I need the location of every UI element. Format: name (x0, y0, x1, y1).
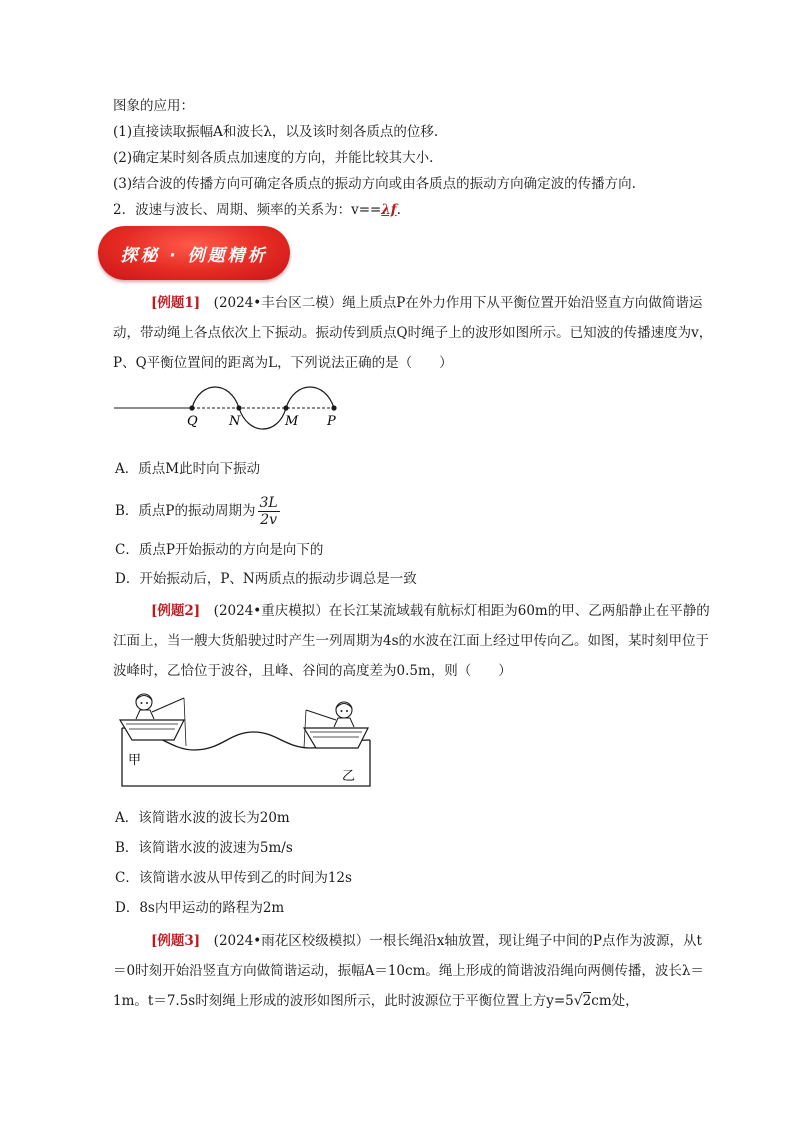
point-label-m: M (285, 414, 299, 429)
boat-label-jia: 甲 (128, 753, 142, 768)
example-1-option-b (115, 495, 280, 528)
example-2-label: [例题2] (151, 603, 201, 619)
relation-suffix: . (396, 202, 401, 218)
relation-text: 2．波速与波长、周期、频率的关系为：v== (113, 202, 382, 218)
example-2-option-c: C．该简谐水波从甲传到乙的时间为12s (115, 870, 352, 886)
intro-item-2: (2)确定某时刻各质点加速度的方向，并能比较其大小. (113, 150, 434, 166)
boats-water-wave-figure (114, 688, 376, 794)
example-2-stem (113, 596, 713, 686)
example-2-text: (2024•重庆模拟）在长江某流域载有航标灯相距为60m的甲、乙两船静止在平静的江面上，当一艘大货船驶过时产生一列周期为4s的水波在江面上经过甲传向乙。如图，某时刻甲位于波峰时，乙恰位于波谷，且峰、谷间的高度差为0.5m，则（ ） (113, 603, 710, 679)
example-1-option-a: A．质点M此时向下振动 (115, 461, 261, 477)
fraction-numerator: 3L (259, 495, 278, 511)
example-3-stem (113, 926, 713, 1016)
banner-label: 探秘 · 例题精析 (120, 245, 268, 266)
option-b-text: B．质点P的振动周期为 (115, 503, 256, 519)
example-3-text: (2024•雨花区校级模拟）一根长绳沿x轴放置，现让绳子中间的P点作为波源，从t＝0时刻开始沿竖直方向做简谐运动，振幅A＝10cm。绳上形成的简谐波沿绳向两侧传播，波长λ＝1m。t＝7.5s时刻绳上形成的波形如图所示，此时波源位于平衡位置上方y=5 (113, 933, 704, 1009)
rope-wave-figure (112, 378, 352, 430)
example-2-option-d: D．8s内甲运动的路程为2m (115, 900, 285, 916)
boat-label-yi: 乙 (342, 769, 356, 784)
section-banner (98, 226, 290, 280)
example-2-option-b: B．该简谐水波的波速为5m/s (115, 840, 293, 856)
sqrt-symbol: √ (573, 993, 583, 1009)
fraction-denominator: 2v (260, 512, 278, 528)
example-1-option-c: C．质点P开始振动的方向是向下的 (115, 542, 324, 558)
relation-formula: λf (381, 202, 397, 218)
sqrt-radicand: 2 (582, 993, 592, 1009)
period-fraction (258, 495, 280, 528)
intro-item-1: (1)直接读取振幅A和波长λ，以及该时刻各质点的位移. (113, 124, 439, 140)
intro-item-3: (3)结合波的传播方向可确定各质点的振动方向或由各质点的振动方向确定波的传播方向. (113, 176, 636, 192)
example-1-label: [例题1] (151, 295, 201, 311)
point-label-n: N (229, 414, 241, 429)
intro-heading: 图象的应用： (113, 98, 194, 114)
example-1-stem (113, 288, 713, 378)
example-2-option-a: A．该简谐水波的波长为20m (115, 810, 290, 826)
example-1-text: (2024•丰台区二模）绳上质点P在外力作用下从平衡位置开始沿竖直方向做简谐运动，带动绳上各点依次上下振动。振动传到质点Q时绳子上的波形如图所示。已知波的传播速度为v，P、Q平衡位置间的距离为L，下列说法正确的是（ ） (113, 295, 713, 371)
example-3-text-end: cm处， (591, 993, 639, 1009)
example-1-option-d: D．开始振动后，P、N两质点的振动步调总是一致 (115, 571, 417, 587)
example-3-label: [例题3] (151, 933, 201, 949)
relation-line (113, 200, 401, 220)
point-label-q: Q (187, 414, 198, 429)
point-label-p: P (327, 414, 336, 429)
